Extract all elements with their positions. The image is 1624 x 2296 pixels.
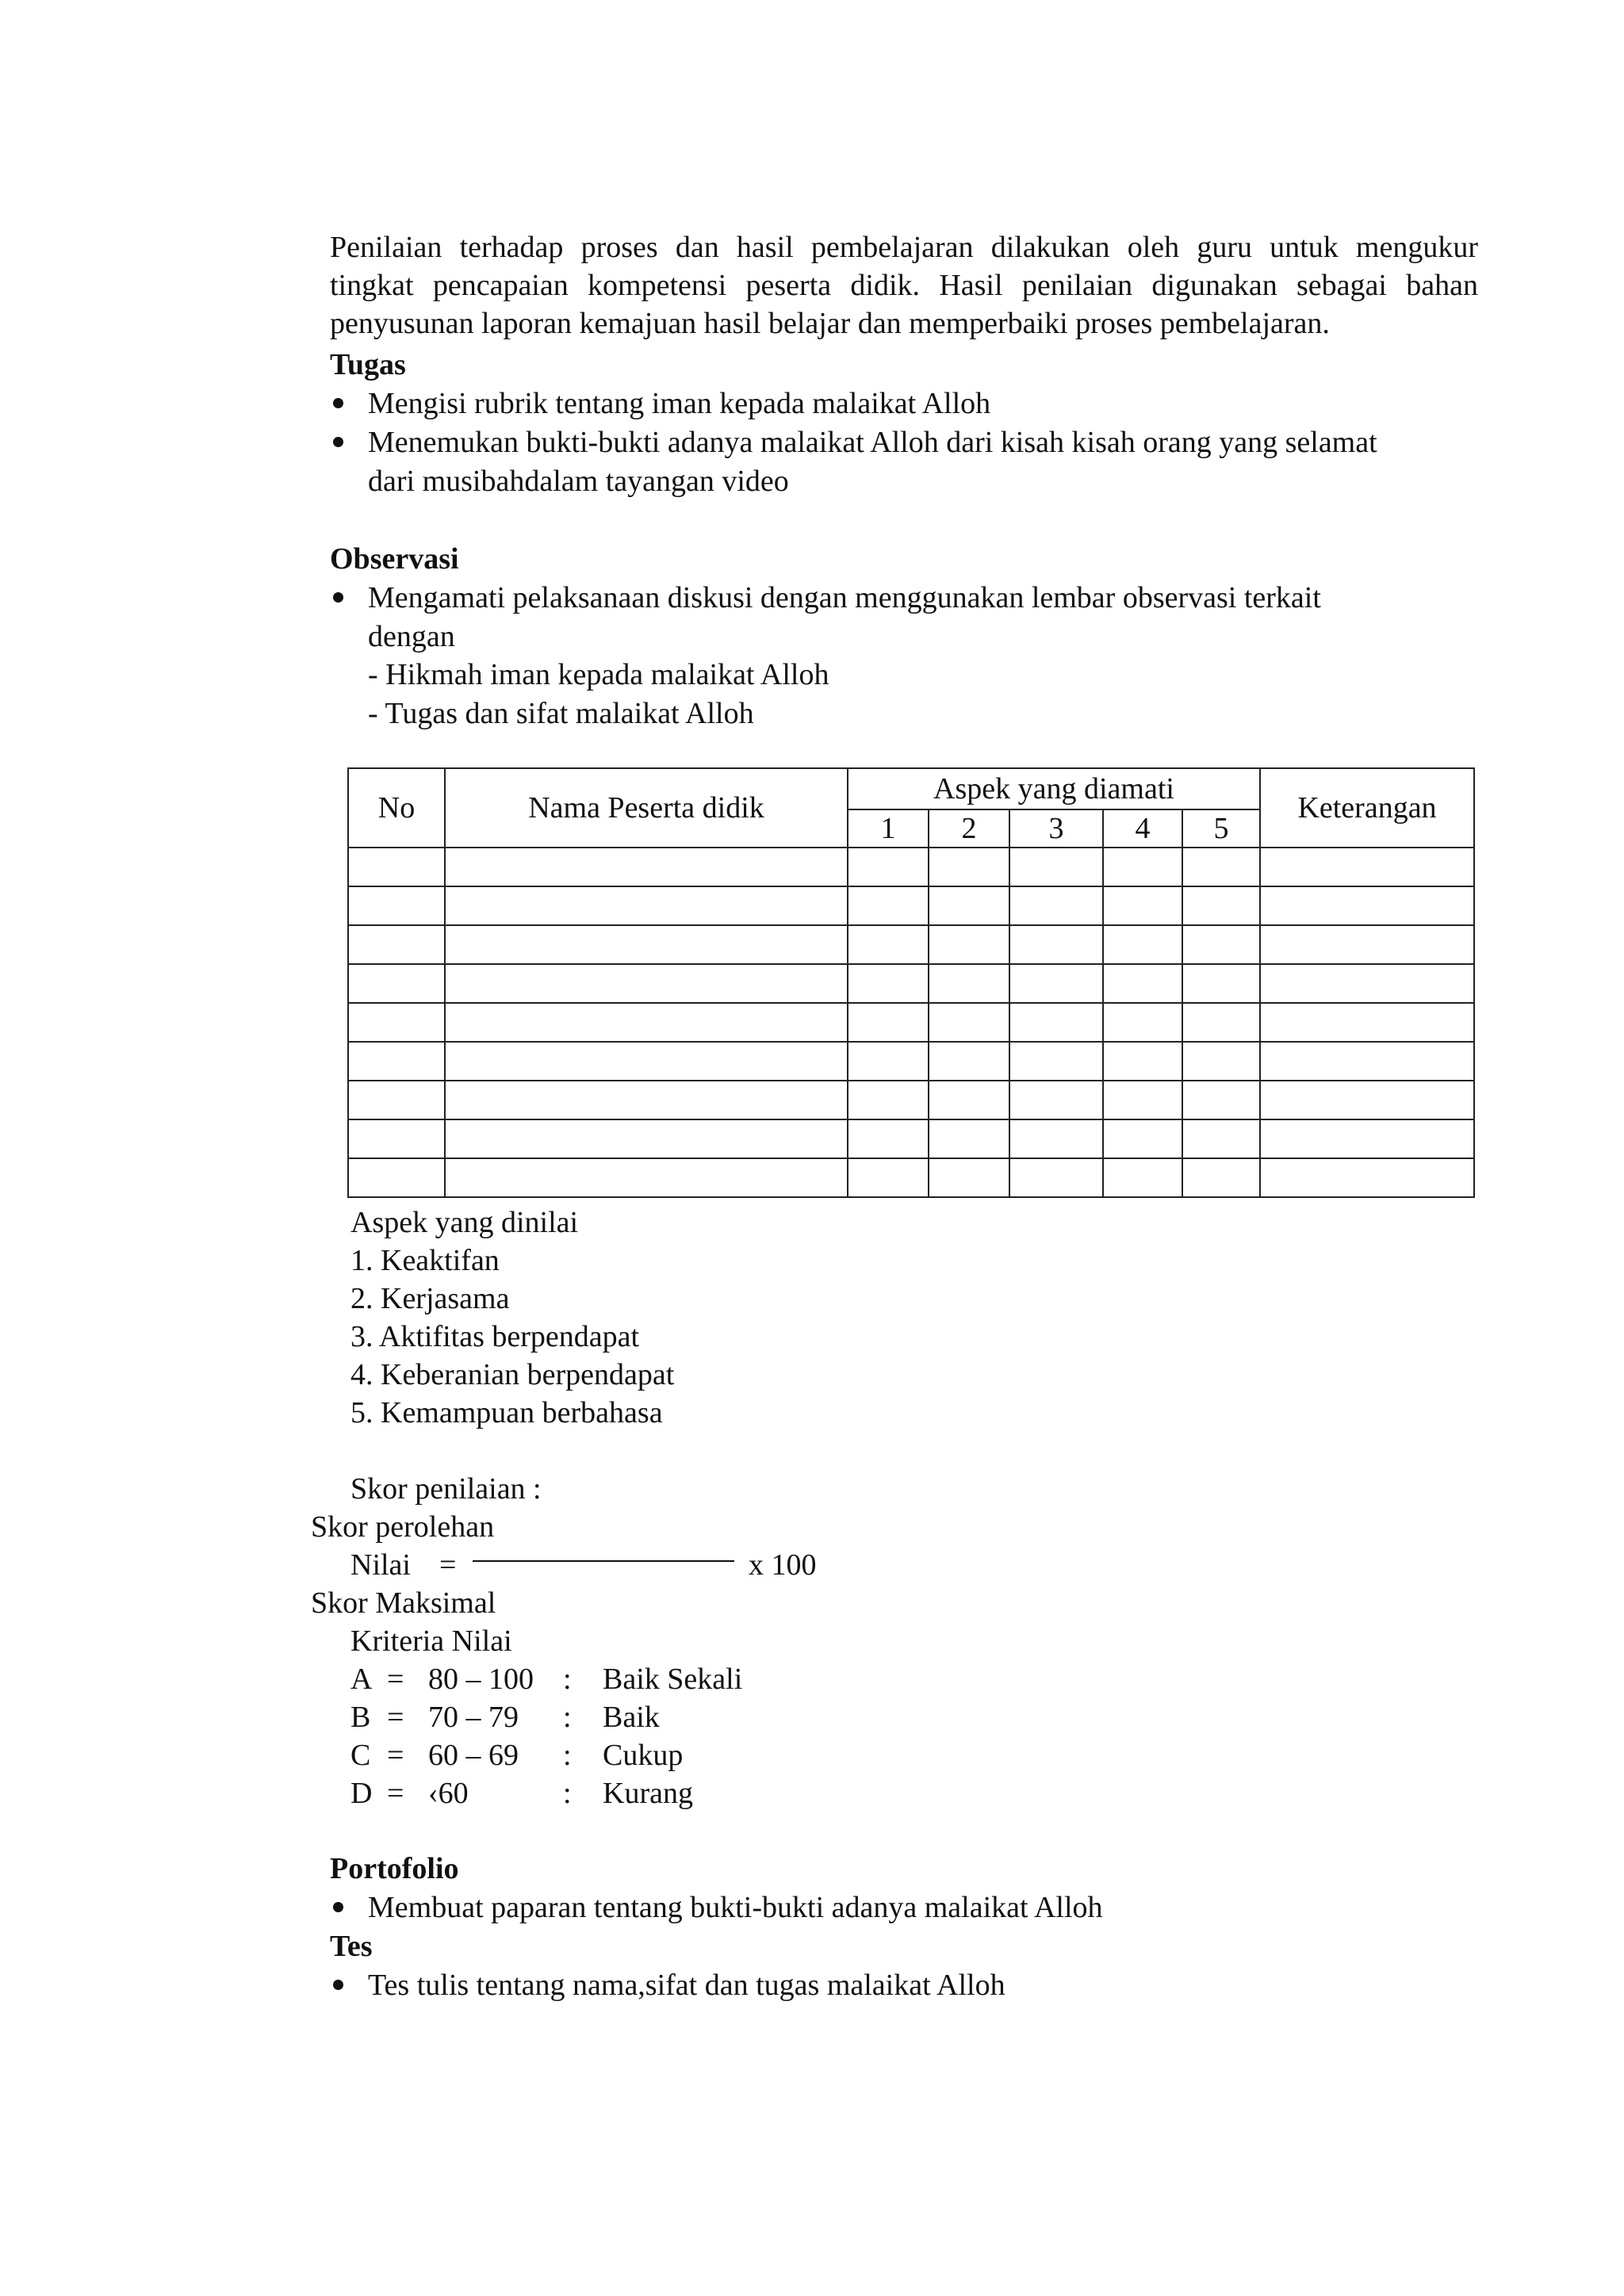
table-cell[interactable] <box>848 925 929 964</box>
observasi-subitem: - Tugas dan sifat malaikat Alloh <box>368 697 754 730</box>
table-cell[interactable] <box>1260 1158 1474 1197</box>
table-cell[interactable] <box>445 1119 848 1158</box>
kriteria-label: Baik <box>603 1701 660 1734</box>
skor-denominator: Skor Maksimal <box>311 1586 496 1620</box>
observation-table <box>347 767 1475 1198</box>
table-cell[interactable] <box>1103 964 1182 1003</box>
observasi-heading: Observasi <box>330 542 459 576</box>
table-cell[interactable] <box>1009 1081 1103 1119</box>
table-cell[interactable] <box>445 1042 848 1081</box>
table-cell[interactable] <box>848 1081 929 1119</box>
kriteria-range: 80 – 100 <box>428 1663 534 1696</box>
col-header-aspek: Aspek yang diamati <box>848 768 1260 809</box>
table-cell[interactable] <box>1103 925 1182 964</box>
table-cell[interactable] <box>929 848 1009 886</box>
table-cell[interactable] <box>1182 1119 1260 1158</box>
kriteria-label: Baik Sekali <box>603 1663 743 1696</box>
intro-paragraph <box>330 228 1478 342</box>
table-cell[interactable] <box>445 1158 848 1197</box>
skor-title: Skor penilaian : <box>350 1472 542 1506</box>
times-100: x 100 <box>749 1548 817 1582</box>
tes-item: Tes tulis tentang nama,sifat dan tugas malaikat Alloh <box>368 1969 1005 2002</box>
table-cell[interactable] <box>929 925 1009 964</box>
table-cell[interactable] <box>348 925 445 964</box>
table-cell[interactable] <box>1103 1158 1182 1197</box>
table-cell[interactable] <box>1260 1042 1474 1081</box>
table-cell[interactable] <box>1103 1119 1182 1158</box>
table-row <box>348 1003 1474 1042</box>
table-cell[interactable] <box>348 1158 445 1197</box>
aspek-item: 2. Kerjasama <box>350 1282 510 1315</box>
kriteria-label: Cukup <box>603 1739 684 1772</box>
table-cell[interactable] <box>1009 1158 1103 1197</box>
aspek-number: 4 <box>1103 809 1182 848</box>
kriteria-colon: : <box>563 1777 572 1810</box>
table-cell[interactable] <box>1009 848 1103 886</box>
table-cell[interactable] <box>1182 1081 1260 1119</box>
bullet-icon <box>333 398 343 408</box>
observasi-item: Mengamati pelaksanaan diskusi dengan menggunakan lembar observasi terkait <box>368 581 1321 614</box>
table-cell[interactable] <box>1103 886 1182 925</box>
table-cell[interactable] <box>929 886 1009 925</box>
table-row <box>348 1119 1474 1158</box>
table-row <box>348 964 1474 1003</box>
table-row <box>348 1158 1474 1197</box>
observasi-subitem: - Hikmah iman kepada malaikat Alloh <box>368 658 829 691</box>
table-cell[interactable] <box>348 1119 445 1158</box>
table-cell[interactable] <box>348 964 445 1003</box>
table-cell[interactable] <box>929 1158 1009 1197</box>
bullet-icon <box>333 1902 343 1912</box>
table-cell[interactable] <box>348 1003 445 1042</box>
table-cell[interactable] <box>1009 1119 1103 1158</box>
table-cell[interactable] <box>1103 1003 1182 1042</box>
table-cell[interactable] <box>848 964 929 1003</box>
kriteria-eq: = <box>387 1701 404 1734</box>
table-cell[interactable] <box>348 848 445 886</box>
table-cell[interactable] <box>1260 1003 1474 1042</box>
bullet-icon <box>333 437 343 447</box>
tugas-item-continuation: dari musibahdalam tayangan video <box>368 465 789 498</box>
aspek-number: 2 <box>929 809 1009 848</box>
portofolio-item: Membuat paparan tentang bukti-bukti adanya malaikat Alloh <box>368 1891 1103 1924</box>
table-cell[interactable] <box>848 848 929 886</box>
tugas-heading: Tugas <box>330 348 406 381</box>
table-cell[interactable] <box>1182 848 1260 886</box>
fraction-line <box>473 1560 734 1562</box>
aspek-item: 1. Keaktifan <box>350 1244 500 1277</box>
table-cell[interactable] <box>445 1003 848 1042</box>
table-cell[interactable] <box>445 964 848 1003</box>
kriteria-label: Kurang <box>603 1777 693 1810</box>
aspek-number: 5 <box>1182 809 1260 848</box>
observasi-item-continuation: dengan <box>368 620 455 653</box>
table-cell[interactable] <box>848 1003 929 1042</box>
kriteria-range: 60 – 69 <box>428 1739 519 1772</box>
col-header-nama: Nama Peserta didik <box>445 768 848 848</box>
aspek-number: 1 <box>848 809 929 848</box>
col-header-keterangan: Keterangan <box>1260 768 1474 848</box>
aspek-item: 5. Kemampuan berbahasa <box>350 1396 663 1429</box>
intro-line: Penilaian terhadap proses dan hasil pembelajaran dilakukan oleh guru untuk mengukur <box>330 231 1478 264</box>
table-row <box>348 925 1474 964</box>
table-cell[interactable] <box>929 1081 1009 1119</box>
table-cell[interactable] <box>348 1042 445 1081</box>
table-cell[interactable] <box>1009 925 1103 964</box>
table-cell[interactable] <box>1103 848 1182 886</box>
kriteria-colon: : <box>563 1701 572 1734</box>
table-cell[interactable] <box>1182 1042 1260 1081</box>
kriteria-eq: = <box>387 1777 404 1810</box>
table-cell[interactable] <box>1009 964 1103 1003</box>
table-cell[interactable] <box>1260 964 1474 1003</box>
aspek-number: 3 <box>1009 809 1103 848</box>
table-row <box>348 1042 1474 1081</box>
table-cell[interactable] <box>445 886 848 925</box>
table-row <box>348 848 1474 886</box>
table-cell[interactable] <box>1260 886 1474 925</box>
kriteria-eq: = <box>387 1739 404 1772</box>
table-cell[interactable] <box>929 1003 1009 1042</box>
table-cell[interactable] <box>929 964 1009 1003</box>
table-cell[interactable] <box>1103 1042 1182 1081</box>
kriteria-colon: : <box>563 1663 572 1696</box>
table-cell[interactable] <box>1260 925 1474 964</box>
table-cell[interactable] <box>445 1081 848 1119</box>
table-cell[interactable] <box>929 1119 1009 1158</box>
bullet-icon <box>333 592 343 603</box>
aspek-item: 4. Keberanian berpendapat <box>350 1358 675 1391</box>
tugas-item: Menemukan bukti-bukti adanya malaikat Alloh dari kisah kisah orang yang selamat <box>368 426 1377 459</box>
table-cell[interactable] <box>1182 886 1260 925</box>
table-cell[interactable] <box>1103 1081 1182 1119</box>
table-cell[interactable] <box>1182 964 1260 1003</box>
kriteria-range: 70 – 79 <box>428 1701 519 1734</box>
table-cell[interactable] <box>1260 848 1474 886</box>
kriteria-colon: : <box>563 1739 572 1772</box>
table-cell[interactable] <box>1260 1119 1474 1158</box>
table-cell[interactable] <box>445 848 848 886</box>
table-cell[interactable] <box>1182 925 1260 964</box>
aspek-title: Aspek yang dinilai <box>350 1206 579 1239</box>
kriteria-range: ‹60 <box>428 1777 469 1810</box>
table-row <box>348 1081 1474 1119</box>
tugas-item: Mengisi rubrik tentang iman kepada malaikat Alloh <box>368 387 991 420</box>
equals-sign: = <box>439 1548 457 1582</box>
nilai-label: Nilai <box>350 1548 411 1582</box>
table-cell[interactable] <box>929 1042 1009 1081</box>
table-cell[interactable] <box>848 1042 929 1081</box>
table-cell[interactable] <box>445 925 848 964</box>
kriteria-eq: = <box>387 1663 404 1696</box>
skor-numerator: Skor perolehan <box>311 1510 495 1544</box>
col-header-no: No <box>348 768 445 848</box>
table-cell[interactable] <box>848 1158 929 1197</box>
kriteria-grade: C <box>350 1739 371 1772</box>
kriteria-grade: D <box>350 1777 373 1810</box>
table-cell[interactable] <box>1260 1081 1474 1119</box>
aspek-item: 3. Aktifitas berpendapat <box>350 1320 640 1353</box>
kriteria-grade: A <box>350 1663 373 1696</box>
table-cell[interactable] <box>1182 1158 1260 1197</box>
table-cell[interactable] <box>348 1081 445 1119</box>
table-cell[interactable] <box>1182 1003 1260 1042</box>
table-cell[interactable] <box>1009 886 1103 925</box>
table-cell[interactable] <box>1009 1003 1103 1042</box>
table-row <box>348 886 1474 925</box>
intro-line: penyusunan laporan kemajuan hasil belajar dan memperbaiki proses pembelajaran. <box>330 307 1330 340</box>
bullet-icon <box>333 1980 343 1990</box>
intro-line: tingkat pencapaian kompetensi peserta didik. Hasil penilaian digunakan sebagai bahan <box>330 269 1478 302</box>
table-cell[interactable] <box>848 1119 929 1158</box>
table-cell[interactable] <box>348 886 445 925</box>
table-cell[interactable] <box>848 886 929 925</box>
tes-heading: Tes <box>330 1930 373 1963</box>
table-cell[interactable] <box>1009 1042 1103 1081</box>
kriteria-title: Kriteria Nilai <box>350 1624 512 1658</box>
kriteria-grade: B <box>350 1701 371 1734</box>
portofolio-heading: Portofolio <box>330 1852 459 1885</box>
